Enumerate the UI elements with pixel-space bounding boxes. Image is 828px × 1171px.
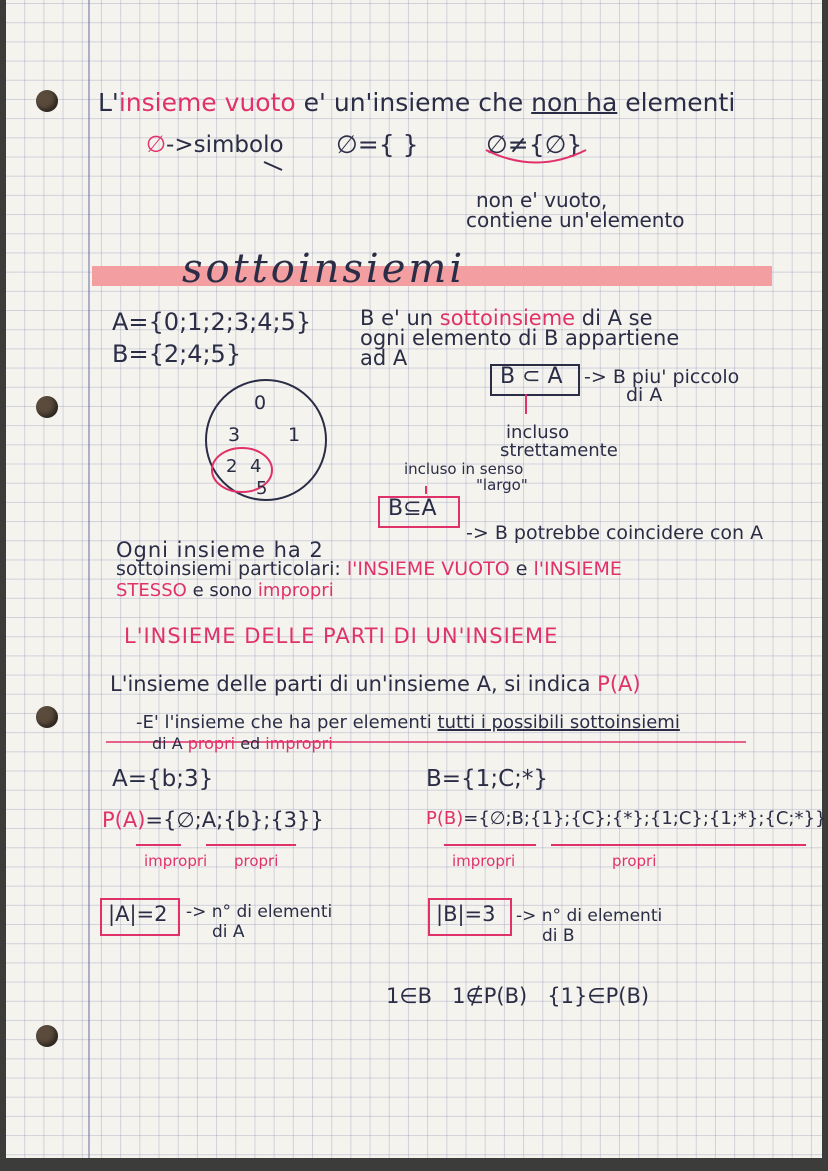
special-subsets-3 xyxy=(116,580,334,601)
def-text: -E' l'insieme che ha per elementi xyxy=(136,712,432,733)
venn-element: 1 xyxy=(288,424,301,446)
example-b-power-set xyxy=(426,808,826,829)
empty-set-symbol: ∅ xyxy=(146,132,167,158)
simbolo-text: simbolo xyxy=(193,132,284,158)
stesso-label: STESSO xyxy=(116,580,187,601)
card-b-note-2: di B xyxy=(542,926,575,946)
power-set-def-2 xyxy=(136,712,680,733)
notebook-page xyxy=(6,0,827,1158)
arrow-text: -> xyxy=(166,132,194,158)
loose-subset-text: B⊆A xyxy=(388,496,437,521)
special-text: sottoinsiemi particolari: xyxy=(116,558,341,580)
subset-definition-2: ogni elemento di B appartiene xyxy=(360,326,680,350)
pb-improper-label: impropri xyxy=(452,852,516,870)
loose-label-2: "largo" xyxy=(476,476,528,494)
empty-set-formula: ∅={ } xyxy=(336,130,419,159)
strict-label: incluso xyxy=(506,422,570,443)
card-b-note: -> n° di elementi xyxy=(516,906,663,926)
text-vuoto: vuoto xyxy=(224,88,296,117)
empty-set-label: l'INSIEME VUOTO xyxy=(346,558,510,580)
card-b: |B|=3 xyxy=(436,902,496,926)
membership-line: 1∈B 1∉P(B) {1}∈P(B) xyxy=(386,984,650,1008)
impropri-label: impropri xyxy=(257,580,334,601)
same-set-label: l'INSIEME xyxy=(533,558,622,580)
pa-proper-label: propri xyxy=(234,852,279,870)
strict-arrow-note: -> B piu' piccolo xyxy=(584,366,740,388)
example-a-power-set xyxy=(102,808,324,832)
venn-element: 4 xyxy=(250,456,262,477)
subsets-heading: sottoinsiemi xyxy=(182,246,466,292)
text-non-ha: non ha xyxy=(531,88,618,117)
venn-element: 2 xyxy=(226,456,238,477)
example-a-set: A={b;3} xyxy=(112,766,214,792)
card-a: |A|=2 xyxy=(108,902,168,926)
power-set-definition xyxy=(110,672,641,696)
venn-element: 3 xyxy=(228,424,241,446)
set-b: B={2;4;5} xyxy=(112,340,242,368)
set-a: A={0;1;2;3;4;5} xyxy=(112,308,312,336)
power-set-def-3 xyxy=(152,734,333,753)
special-text: e xyxy=(515,558,528,580)
venn-element: 0 xyxy=(254,392,267,414)
text-insieme: insieme xyxy=(118,88,217,117)
loose-arrow-note: -> B potrebbe coincidere con A xyxy=(466,522,764,544)
def-text: di A se xyxy=(581,306,653,330)
note-not-empty: non e' vuoto, xyxy=(476,188,608,212)
symbol-arrow xyxy=(264,162,282,170)
note-contains-element: contiene un'elemento xyxy=(466,208,685,232)
neq-formula: ∅≠{∅} xyxy=(486,130,583,159)
propri-word: propri xyxy=(187,734,236,753)
pb-value: ={∅;B;{1};{C};{*};{1;C};{1;*};{C;*}} xyxy=(463,808,827,829)
def-text: ed xyxy=(240,734,261,753)
venn-element: 5 xyxy=(256,478,268,499)
strict-arrow-note-2: di A xyxy=(626,384,663,406)
strict-subset-text: B ⊂ A xyxy=(500,364,563,389)
power-set-heading: L'INSIEME DELLE PARTI DI UN'INSIEME xyxy=(124,624,559,648)
pa-value: ={∅;A;{b};{3}} xyxy=(145,808,324,832)
loose-label: incluso in senso xyxy=(404,460,524,478)
subset-definition-3: ad A xyxy=(360,346,408,370)
strict-label-2: strettamente xyxy=(500,440,618,461)
example-b-set: B={1;C;*} xyxy=(426,766,549,792)
card-a-note: -> n° di elementi xyxy=(186,902,333,922)
card-a-note-2: di A xyxy=(212,922,245,942)
text-l: L' xyxy=(98,88,119,117)
def-text: di A xyxy=(152,734,183,753)
sottoinsieme-word: sottoinsieme xyxy=(439,306,576,330)
impropri-word: impropri xyxy=(265,734,333,753)
brace-under-neq xyxy=(486,150,586,163)
text-elementi: elementi xyxy=(625,88,736,117)
pa-label: P(A) xyxy=(102,808,146,832)
special-subsets-2 xyxy=(116,558,622,580)
def-text: B e' un xyxy=(360,306,434,330)
possible-subsets: tutti i possibili sottoinsiemi xyxy=(437,712,680,733)
pa-improper-label: impropri xyxy=(144,852,208,870)
special-text: e sono xyxy=(192,580,253,601)
power-set-symbol: P(A) xyxy=(597,672,641,696)
pb-label: P(B) xyxy=(426,808,464,829)
pb-proper-label: propri xyxy=(612,852,657,870)
special-subsets-1: Ogni insieme ha 2 xyxy=(116,538,324,562)
def-text: L'insieme delle parti di un'insieme A, si indica xyxy=(110,672,591,696)
text-definition: e' un'insieme che xyxy=(303,88,524,117)
